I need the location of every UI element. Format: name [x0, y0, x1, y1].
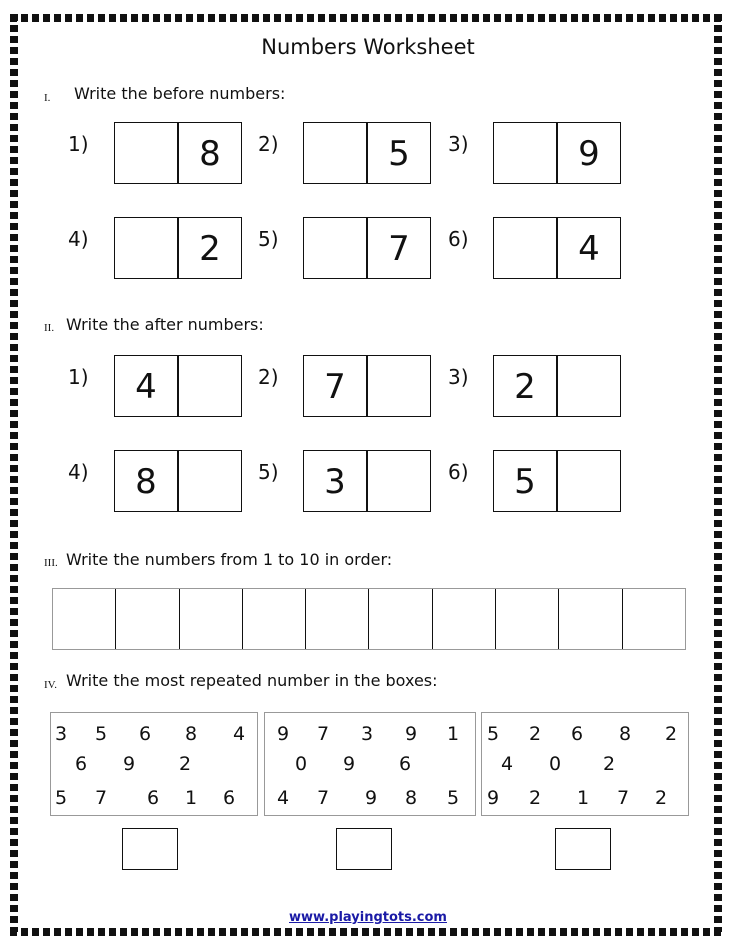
order-box[interactable]	[369, 589, 432, 649]
after-box[interactable]	[493, 450, 621, 512]
panel-number: 9	[364, 787, 378, 809]
box-divider	[366, 451, 368, 511]
panel-number: 6	[74, 753, 88, 775]
section-2-instruction: Write the after numbers:	[66, 315, 264, 334]
before-given-number: 8	[199, 134, 221, 174]
panel-number: 1	[184, 787, 198, 809]
before-given-number: 7	[388, 229, 410, 269]
order-boxes-row	[52, 588, 686, 650]
box-divider	[366, 356, 368, 416]
panel-row	[51, 785, 257, 811]
before-box[interactable]	[303, 217, 431, 279]
before-label: 2)	[258, 132, 279, 156]
answer-box-3[interactable]	[555, 828, 611, 870]
before-given-number: 2	[199, 229, 221, 269]
footer-link[interactable]: www.playingtots.com	[289, 910, 447, 925]
panel-number: 5	[54, 787, 68, 809]
panel-number: 9	[342, 753, 356, 775]
panel-number: 8	[404, 787, 418, 809]
section-3-numeral: III.	[44, 557, 58, 569]
panel-number: 4	[276, 787, 290, 809]
panel-number: 6	[570, 723, 584, 745]
after-box[interactable]	[303, 450, 431, 512]
panel-number: 7	[616, 787, 630, 809]
panel-number: 7	[316, 787, 330, 809]
panel-row	[482, 751, 688, 777]
section-2-numeral: II.	[44, 322, 55, 334]
before-box[interactable]	[493, 217, 621, 279]
after-box[interactable]	[114, 355, 242, 417]
section-1-numeral: I.	[44, 92, 51, 104]
order-box[interactable]	[116, 589, 179, 649]
order-box[interactable]	[53, 589, 116, 649]
panel-number: 5	[486, 723, 500, 745]
before-given-number: 9	[578, 134, 600, 174]
panel-number: 1	[576, 787, 590, 809]
panel-row	[482, 721, 688, 747]
section-4-numeral: IV.	[44, 679, 57, 691]
panel-number: 4	[500, 753, 514, 775]
order-box[interactable]	[623, 589, 685, 649]
number-panel-3	[481, 712, 689, 816]
dashed-border-right	[714, 14, 722, 932]
after-label: 4)	[68, 460, 89, 484]
panel-number: 9	[404, 723, 418, 745]
panel-number: 3	[360, 723, 374, 745]
before-given-number: 5	[388, 134, 410, 174]
dashed-border-left	[10, 14, 18, 932]
panel-number: 7	[316, 723, 330, 745]
after-label: 1)	[68, 365, 89, 389]
panel-number: 6	[222, 787, 236, 809]
box-divider	[177, 451, 179, 511]
order-box[interactable]	[433, 589, 496, 649]
panel-number: 0	[548, 753, 562, 775]
panel-number: 2	[528, 787, 542, 809]
panel-number: 5	[94, 723, 108, 745]
panel-number: 6	[398, 753, 412, 775]
order-box[interactable]	[243, 589, 306, 649]
panel-number: 3	[54, 723, 68, 745]
panel-number: 2	[664, 723, 678, 745]
panel-number: 2	[654, 787, 668, 809]
panel-number: 7	[94, 787, 108, 809]
panel-number: 6	[138, 723, 152, 745]
before-label: 3)	[448, 132, 469, 156]
panel-number: 8	[184, 723, 198, 745]
before-box[interactable]	[114, 217, 242, 279]
order-box[interactable]	[496, 589, 559, 649]
panel-number: 2	[602, 753, 616, 775]
panel-row	[482, 785, 688, 811]
after-label: 5)	[258, 460, 279, 484]
panel-row	[51, 721, 257, 747]
panel-number: 2	[528, 723, 542, 745]
before-box[interactable]	[493, 122, 621, 184]
panel-number: 9	[276, 723, 290, 745]
after-label: 3)	[448, 365, 469, 389]
order-box[interactable]	[306, 589, 369, 649]
panel-number: 9	[122, 753, 136, 775]
box-divider	[556, 451, 558, 511]
section-4-instruction: Write the most repeated number in the boxes:	[66, 671, 438, 690]
panel-number: 2	[178, 753, 192, 775]
panel-number: 4	[232, 723, 246, 745]
answer-box-1[interactable]	[122, 828, 178, 870]
order-box[interactable]	[559, 589, 622, 649]
panel-row	[51, 751, 257, 777]
order-box[interactable]	[180, 589, 243, 649]
section-3-instruction: Write the numbers from 1 to 10 in order:	[66, 550, 393, 569]
number-panel-2	[264, 712, 476, 816]
panel-row	[265, 751, 475, 777]
after-given-number: 2	[514, 367, 536, 407]
panel-number: 1	[446, 723, 460, 745]
before-box[interactable]	[114, 122, 242, 184]
after-given-number: 8	[135, 462, 157, 502]
section-1-instruction: Write the before numbers:	[74, 84, 286, 103]
panel-row	[265, 721, 475, 747]
dashed-border-top	[10, 14, 722, 22]
after-label: 6)	[448, 460, 469, 484]
after-box[interactable]	[493, 355, 621, 417]
before-label: 6)	[448, 227, 469, 251]
after-given-number: 4	[135, 367, 157, 407]
box-divider	[177, 356, 179, 416]
answer-box-2[interactable]	[336, 828, 392, 870]
after-label: 2)	[258, 365, 279, 389]
panel-number: 0	[294, 753, 308, 775]
panel-number: 6	[146, 787, 160, 809]
panel-row	[265, 785, 475, 811]
panel-number: 8	[618, 723, 632, 745]
before-label: 4)	[68, 227, 89, 251]
after-given-number: 5	[514, 462, 536, 502]
before-label: 5)	[258, 227, 279, 251]
panel-number: 5	[446, 787, 460, 809]
after-box[interactable]	[114, 450, 242, 512]
worksheet-title: Numbers Worksheet	[261, 35, 475, 59]
after-given-number: 7	[324, 367, 346, 407]
before-label: 1)	[68, 132, 89, 156]
box-divider	[556, 356, 558, 416]
number-panel-1	[50, 712, 258, 816]
before-box[interactable]	[303, 122, 431, 184]
after-box[interactable]	[303, 355, 431, 417]
before-given-number: 4	[578, 229, 600, 269]
dashed-border-bottom	[10, 928, 722, 936]
panel-number: 9	[486, 787, 500, 809]
after-given-number: 3	[324, 462, 346, 502]
